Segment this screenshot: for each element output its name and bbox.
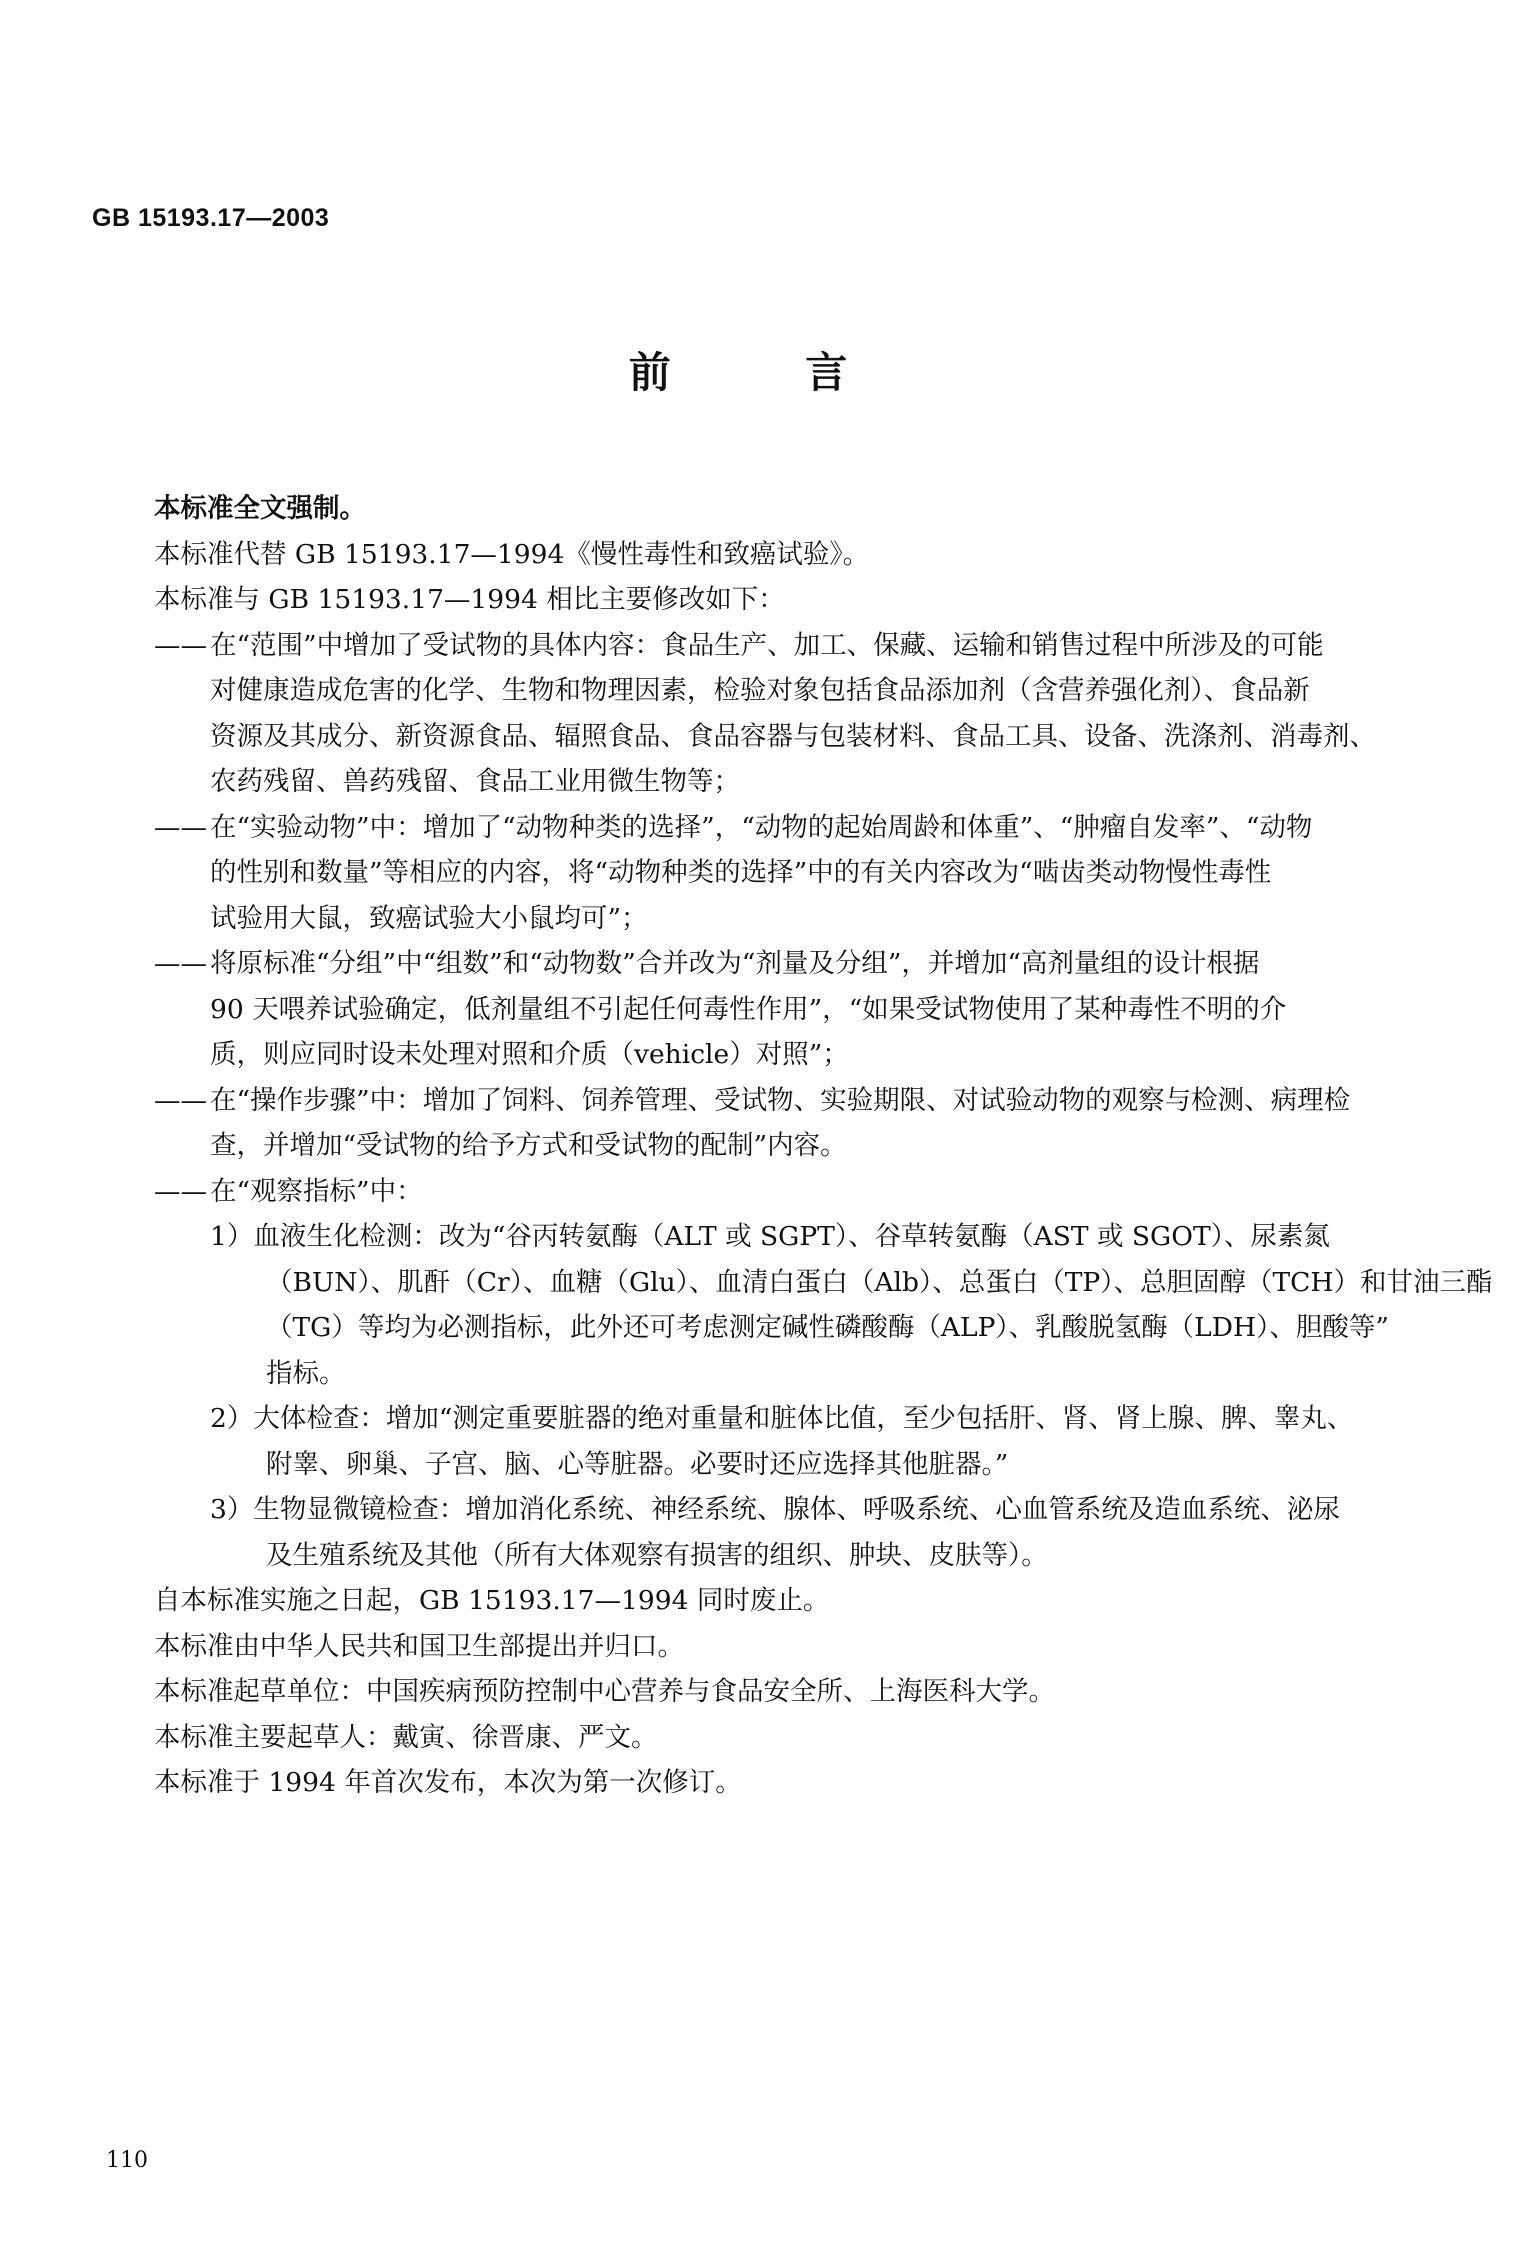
dash-mark: —— [154, 811, 207, 843]
line: 资源及其成分、新资源食品、辐照食品、食品容器与包装材料、食品工具、设备、洗涤剂、消毒剂、 [210, 720, 1376, 752]
line: 及生殖系统及其他（所有大体观察有损害的组织、肿块、皮肤等）。 [266, 1539, 1048, 1571]
page-number: 110 [106, 2148, 148, 2173]
line: 对健康造成危害的化学、生物和物理因素，检验对象包括食品添加剂（含营养强化剂）、食品新 [210, 675, 1310, 706]
dash-mark: —— [154, 1175, 207, 1207]
line: 1）血液生化检测：改为“谷丙转氨酶（ALT 或 SGPT）、谷草转氨酶（AST 或 SGOT）、尿素氮 [210, 1221, 1330, 1252]
changes-intro: 本标准与 GB 15193.17—1994 相比主要修改如下： [154, 584, 785, 615]
line: 在“范围”中增加了受试物的具体内容：食品生产、加工、保藏、运输和销售过程中所涉及的可能 [210, 629, 1324, 661]
mandatory-statement: 本标准全文强制。 [154, 493, 366, 524]
change-item-scope [154, 623, 1404, 805]
line: 的性别和数量”等相应的内容，将“动物种类的选择”中的有关内容改为“啮齿类动物慢性毒性 [210, 857, 1272, 888]
line: 90 天喂养试验确定，低剂量组不引起任何毒性作用”，“如果受试物使用了某种毒性不明的介 [210, 993, 1287, 1025]
line: 质，则应同时设未处理对照和介质（vehicle）对照”； [210, 1039, 849, 1070]
line: 在“观察指标”中： [210, 1175, 423, 1207]
effective-statement: 自本标准实施之日起，GB 15193.17—1994 同时废止。 [154, 1585, 830, 1616]
line: 在“操作步骤”中：增加了饲料、饲养管理、受试物、实验期限、对试验动物的观察与检测、病理检 [210, 1084, 1351, 1116]
line: 附睾、卵巢、子宫、脑、心等脏器。必要时还应选择其他脏器。” [266, 1448, 1009, 1480]
drafters: 本标准主要起草人：戴寅、徐晋康、严文。 [154, 1721, 658, 1753]
dash-mark: —— [154, 1084, 207, 1116]
dash-mark: —— [154, 629, 207, 661]
sub-item-gross-exam [154, 1396, 1404, 1487]
change-item-animals [154, 805, 1404, 942]
page-title: 前 言 [628, 348, 908, 397]
dash-mark: —— [154, 948, 207, 979]
line: 将原标准“分组”中“组数”和“动物数”合并改为“剂量及分组”，并增加“高剂量组的设计根据 [210, 948, 1260, 979]
replaces-statement: 本标准代替 GB 15193.17—1994《慢性毒性和致癌试验》。 [154, 538, 870, 570]
line: 在“实验动物”中：增加了“动物种类的选择”，“动物的起始周龄和体重”、“肿瘤自发率”、“动物 [210, 811, 1313, 843]
standard-number: GB 15193.17—2003 [92, 204, 330, 232]
change-item-observation [154, 1169, 1404, 1215]
line: 试验用大鼠，致癌试验大小鼠均可”； [210, 902, 648, 934]
change-item-grouping [154, 941, 1404, 1078]
line: （TG）等均为必测指标，此外还可考虑测定碱性磷酸酶（ALP）、乳酸脱氢酶（LDH）、胆酸等” [266, 1312, 1389, 1343]
line: 指标。 [266, 1357, 346, 1389]
proposed-statement: 本标准由中华人民共和国卫生部提出并归口。 [154, 1630, 684, 1662]
line: 2）大体检查：增加“测定重要脏器的绝对重量和脏体比值，至少包括肝、肾、肾上腺、脾、睾丸、 [210, 1403, 1354, 1434]
foreword-body [154, 486, 1493, 1806]
line: 3）生物显微镜检查：增加消化系统、神经系统、腺体、呼吸系统、心血管系统及造血系统、泌尿 [210, 1494, 1340, 1525]
change-item-procedure [154, 1078, 1404, 1169]
line: 农药残留、兽药残留、食品工业用微生物等； [210, 766, 740, 797]
sub-item-microscopy [154, 1487, 1404, 1578]
line: 查，并增加“受试物的给予方式和受试物的配制”内容。 [210, 1130, 847, 1161]
release-history: 本标准于 1994 年首次发布，本次为第一次修订。 [154, 1767, 742, 1798]
sub-item-blood-biochemistry [154, 1214, 1493, 1396]
drafting-units: 本标准起草单位：中国疾病预防控制中心营养与食品安全所、上海医科大学。 [154, 1676, 1055, 1707]
line: （BUN）、肌酐（Cr）、血糖（Glu）、血清白蛋白（Alb）、总蛋白（TP）、总胆固醇（TCH）和甘油三酯 [266, 1266, 1493, 1298]
